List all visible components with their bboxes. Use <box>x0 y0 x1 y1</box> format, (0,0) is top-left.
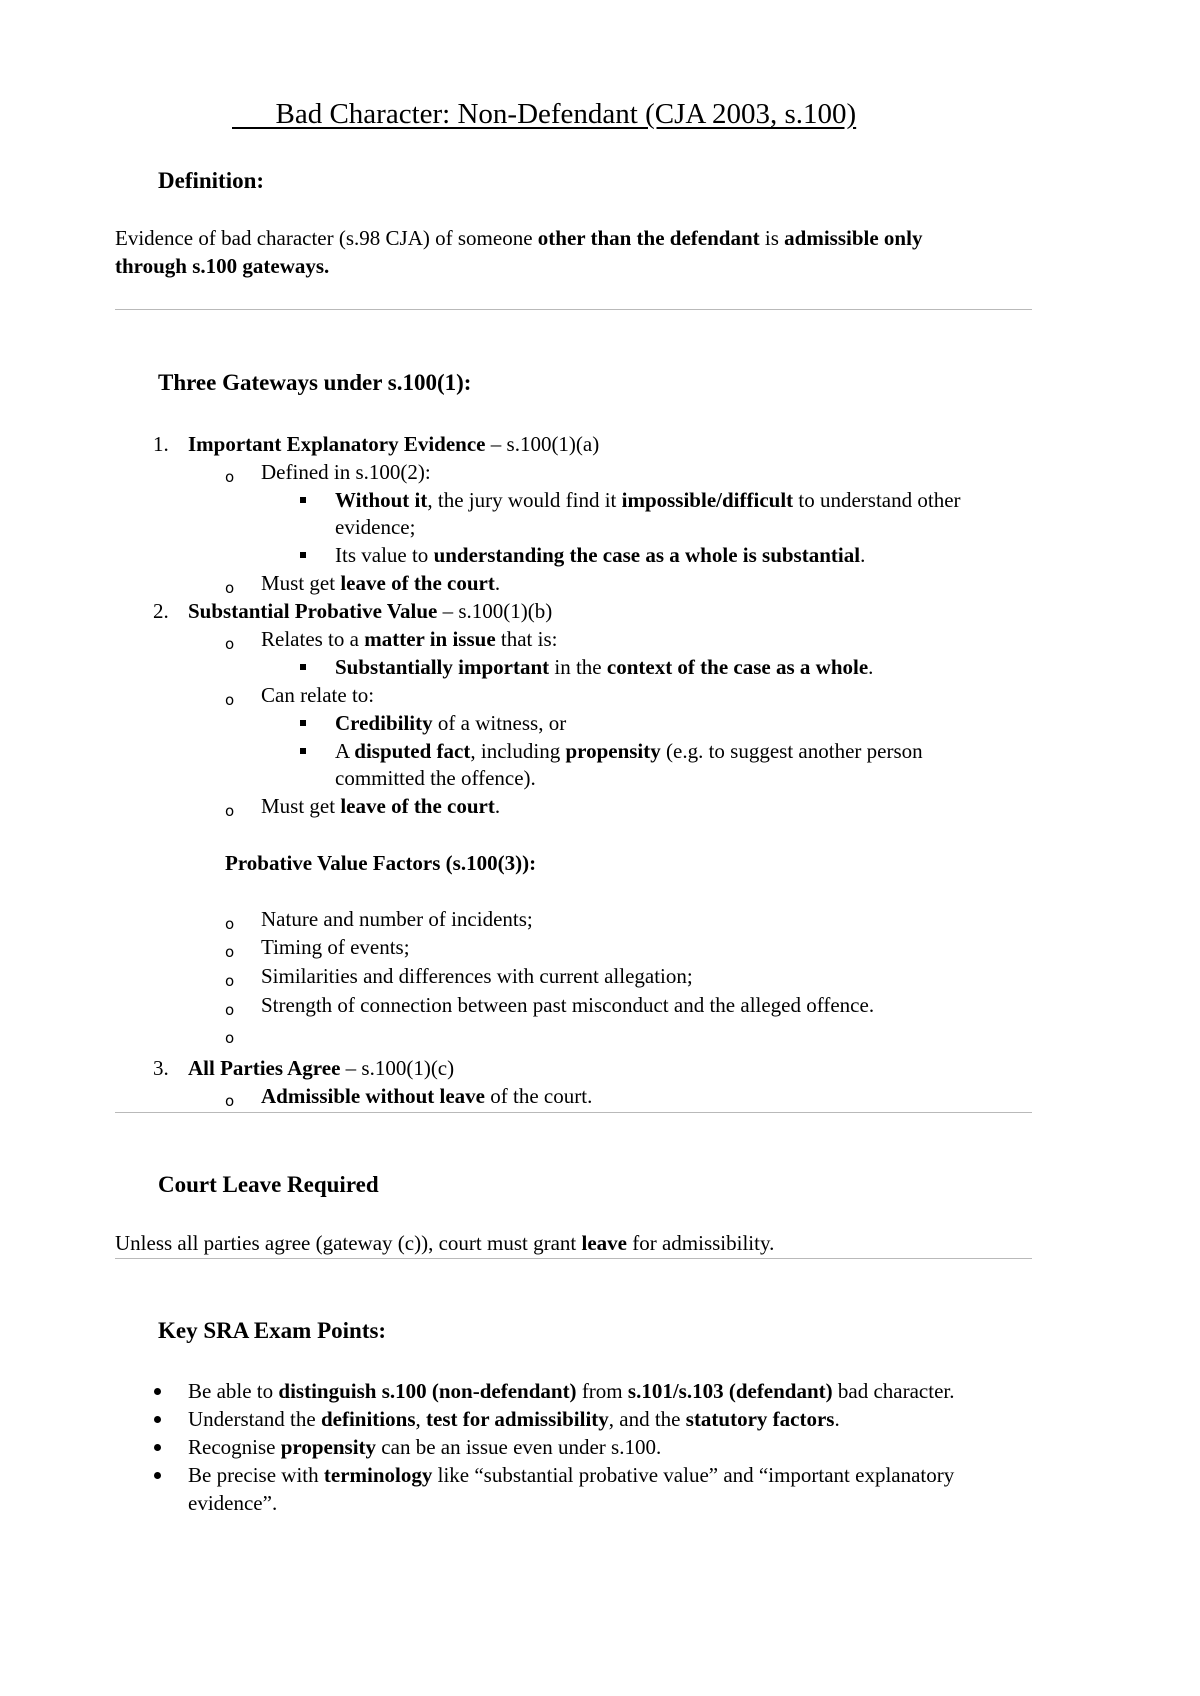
square-bullet <box>300 720 306 726</box>
factors-heading: Probative Value Factors (s.100(3)): <box>225 851 537 875</box>
gateway-2-disputed-fact-cont: committed the offence). <box>335 766 536 790</box>
gateway-1-number: 1. <box>153 432 169 456</box>
sra-point-4: Be precise with terminology like “substantial probative value” and “important explanatory <box>188 1463 955 1487</box>
gateway-3-number: 3. <box>153 1056 169 1080</box>
square-bullet <box>300 497 306 503</box>
court-leave-text: Unless all parties agree (gateway (c)), court must grant leave for admissibility. <box>115 1231 775 1255</box>
bullet-dot <box>154 1416 161 1423</box>
factor-item: Similarities and differences with current allegation; <box>261 964 693 988</box>
circle-bullet: o <box>225 1092 235 1110</box>
circle-bullet: o <box>225 579 235 597</box>
gateway-1-title: Important Explanatory Evidence – s.100(1)(a) <box>188 432 600 456</box>
bullet-dot <box>154 1388 161 1395</box>
sra-point-3: Recognise propensity can be an issue even under s.100. <box>188 1435 662 1459</box>
gateway-2-substantially: Substantially important in the context of the case as a whole. <box>335 655 874 679</box>
gateway-1-defined: Defined in s.100(2): <box>261 460 431 484</box>
factor-item: Strength of connection between past misconduct and the alleged offence. <box>261 993 875 1017</box>
circle-bullet: o <box>225 802 235 820</box>
square-bullet <box>300 552 306 558</box>
factor-item: Timing of events; <box>261 935 410 959</box>
gateway-2-credibility: Credibility of a witness, or <box>335 711 567 735</box>
gateway-1-point-1-cont: evidence; <box>335 515 416 539</box>
gateway-2-relates: Relates to a matter in issue that is: <box>261 627 558 651</box>
gateways-heading: Three Gateways under s.100(1): <box>158 370 472 395</box>
court-leave-heading: Court Leave Required <box>158 1172 379 1197</box>
divider <box>115 1258 1032 1259</box>
definition-line-1: Evidence of bad character (s.98 CJA) of someone other than the defendant is admissible only <box>115 226 923 250</box>
definition-line-2: through s.100 gateways. <box>115 254 330 278</box>
gateway-2-disputed-fact: A disputed fact, including propensity (e.g. to suggest another person <box>335 739 923 763</box>
gateway-2-can-relate: Can relate to: <box>261 683 375 707</box>
gateway-2-number: 2. <box>153 599 169 623</box>
definition-heading: Definition: <box>158 168 265 193</box>
gateway-2-leave: Must get leave of the court. <box>261 794 501 818</box>
square-bullet <box>300 664 306 670</box>
sra-point-1: Be able to distinguish s.100 (non-defendant) from s.101/s.103 (defendant) bad character. <box>188 1379 955 1403</box>
circle-bullet: o <box>225 915 235 933</box>
circle-bullet: o <box>225 635 235 653</box>
bullet-dot <box>154 1444 161 1451</box>
square-bullet <box>300 748 306 754</box>
circle-bullet: o <box>225 691 235 709</box>
divider <box>115 1112 1032 1113</box>
sra-heading: Key SRA Exam Points: <box>158 1318 387 1343</box>
circle-bullet: o <box>225 1029 235 1047</box>
gateway-2-title: Substantial Probative Value – s.100(1)(b) <box>188 599 553 623</box>
bullet-dot <box>154 1472 161 1479</box>
gateway-1-leave: Must get leave of the court. <box>261 571 501 595</box>
page-title: Bad Character: Non-Defendant (CJA 2003, s.100) <box>275 98 857 130</box>
sra-point-2: Understand the definitions, test for admissibility, and the statutory factors. <box>188 1407 840 1431</box>
circle-bullet: o <box>225 972 235 990</box>
factor-item: Nature and number of incidents; <box>261 907 533 931</box>
gateway-3-admissible: Admissible without leave of the court. <box>261 1084 593 1108</box>
circle-bullet: o <box>225 468 235 486</box>
gateway-1-point-2: Its value to understanding the case as a whole is substantial. <box>335 543 866 567</box>
circle-bullet: o <box>225 943 235 961</box>
sra-point-4-cont: evidence”. <box>188 1491 278 1515</box>
gateway-1-point-1: Without it, the jury would find it impossible/difficult to understand other <box>335 488 961 512</box>
circle-bullet: o <box>225 1001 235 1019</box>
gateway-3-title: All Parties Agree – s.100(1)(c) <box>188 1056 455 1080</box>
divider <box>115 309 1032 310</box>
